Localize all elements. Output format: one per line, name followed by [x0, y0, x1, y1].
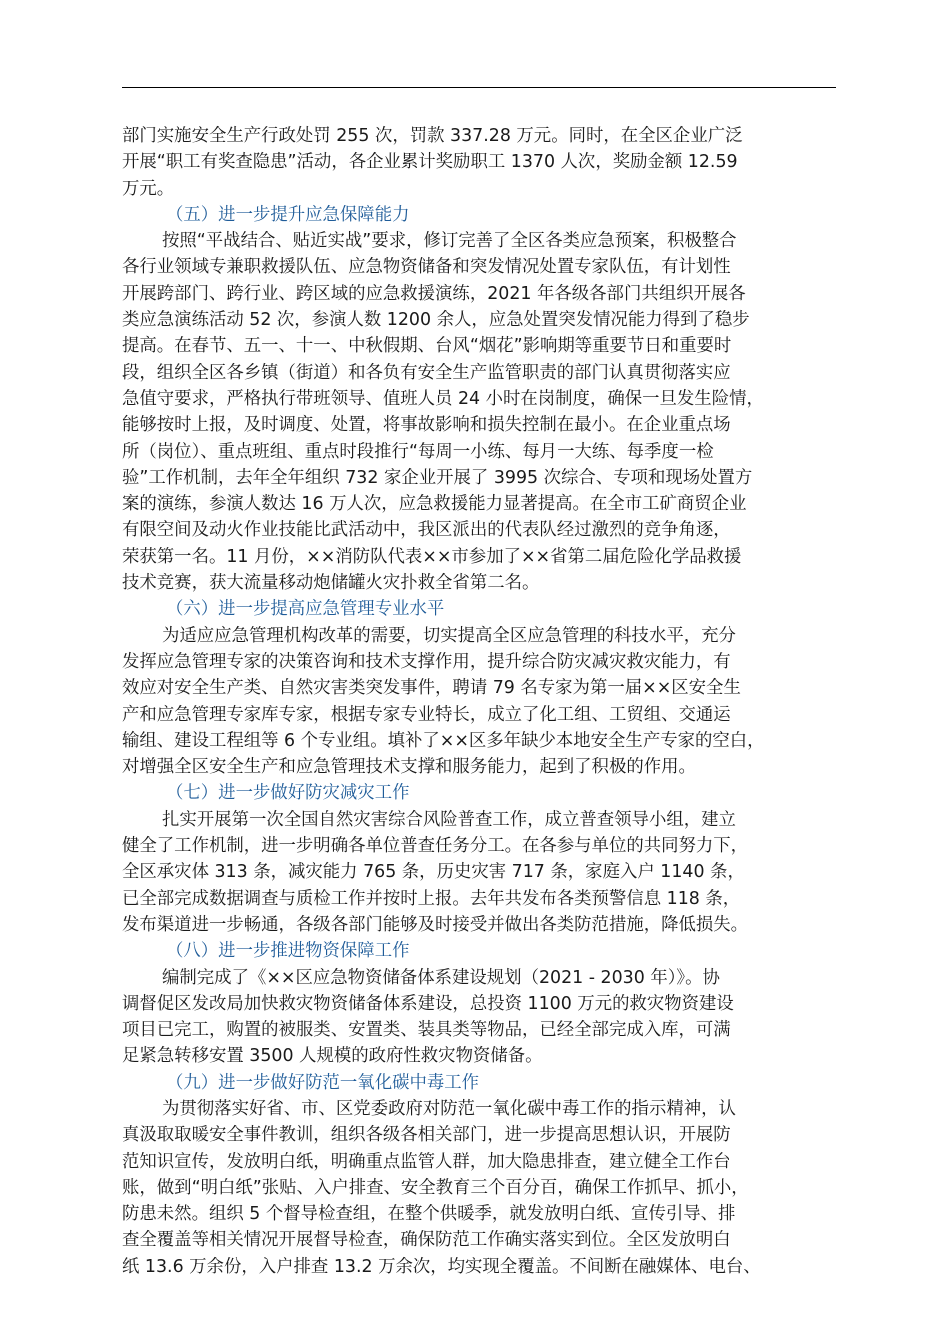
paragraph-line: 段，组织全区各乡镇（街道）和各负有安全生产监管职责的部门认真贯彻落实应 [122, 362, 731, 383]
paragraph-line: 效应对安全生产类、自然灾害类突发事件，聘请 79 名专家为第一届××区安全生 [122, 678, 741, 699]
paragraph-line: 能够按时上报，及时调度、处置，将事故影响和损失控制在最小。在企业重点场 [122, 415, 731, 436]
paragraph-line: 开展跨部门、跨行业、跨区域的应急救援演练，2021 年各级各部门共组织开展各 [122, 283, 746, 304]
paragraph-line: 荣获第一名。11 月份，××消防队代表××市参加了××省第二届危险化学品救援 [122, 546, 742, 567]
paragraph-line: 真汲取取暖安全事件教训，组织各级各相关部门，进一步提高思想认识，开展防 [122, 1125, 731, 1146]
paragraph-line: 查全覆盖等相关情况开展督导检查，确保防范工作确实落实到位。全区发放明白 [122, 1230, 731, 1251]
paragraph-line: 对增强全区安全生产和应急管理技术支撑和服务能力，起到了积极的作用。 [122, 757, 696, 778]
section-heading: （八）进一步推进物资保障工作 [166, 941, 410, 962]
paragraph-line: 调督促区发改局加快救灾物资储备体系建设，总投资 1100 万元的救灾物资建设 [122, 993, 734, 1014]
section-heading: （七）进一步做好防灾减灾工作 [166, 783, 410, 804]
paragraph-first-line: 扎实开展第一次全国自然灾害综合风险普查工作，成立普查领导小组，建立 [162, 809, 736, 830]
paragraph-line: 足紧急转移安置 3500 人规模的政府性救灾物资储备。 [122, 1046, 543, 1067]
paragraph-line: 项目已完工，购置的被服类、安置类、装具类等物品，已经全部完成入库，可满 [122, 1020, 731, 1041]
paragraph-line: 输组、建设工程组等 6 个专业组。填补了××区多年缺少本地安全生产专家的空白， [122, 730, 765, 751]
paragraph-line: 部门实施安全生产行政处罚 255 次，罚款 337.28 万元。同时，在全区企业广泛 [122, 126, 743, 146]
paragraph-line: 范知识宣传，发放明白纸，明确重点监管人群，加大隐患排查，建立健全工作台 [122, 1151, 731, 1172]
paragraph-line: 产和应急管理专家库专家，根据专家专业特长，成立了化工组、工贸组、交通运 [122, 704, 731, 725]
paragraph-first-line: 为适应应急管理机构改革的需要，切实提高全区应急管理的科技水平，充分 [162, 625, 736, 646]
section-heading: （六）进一步提高应急管理专业水平 [166, 599, 445, 620]
section-heading: （九）进一步做好防范一氧化碳中毒工作 [166, 1072, 480, 1093]
paragraph-line: 有限空间及动火作业技能比武活动中，我区派出的代表队经过激烈的竞争角逐， [122, 520, 731, 541]
paragraph-line: 所（岗位）、重点班组、重点时段推行“每周一小练、每月一大练、每季度一检 [122, 441, 714, 462]
document-body [122, 123, 852, 1280]
paragraph-line: 提高。在春节、五一、十一、中秋假期、台风“烟花”影响期等重要节日和重要时 [122, 336, 732, 357]
paragraph-line: 健全了工作机制，进一步明确各单位普查任务分工。在各参与单位的共同努力下， [122, 836, 749, 857]
paragraph-first-line: 按照“平战结合、贴近实战”要求，修订完善了全区各类应急预案，积极整合 [162, 231, 737, 252]
paragraph-line: 防患未然。组织 5 个督导检查组，在整个供暖季，就发放明白纸、宣传引导、排 [122, 1204, 736, 1225]
paragraph-line: 万元。 [122, 178, 175, 199]
paragraph-line: 案的演练，参演人数达 16 万人次，应急救援能力显著提高。在全市工矿商贸企业 [122, 494, 747, 515]
paragraph-first-line: 为贯彻落实好省、市、区党委政府对防范一氧化碳中毒工作的指示精神，认 [162, 1098, 736, 1119]
paragraph-line: 急值守要求，严格执行带班领导、值班人员 24 小时在岗制度，确保一旦发生险情， [122, 388, 764, 409]
section-heading: （五）进一步提升应急保障能力 [166, 204, 410, 225]
paragraph-line: 类应急演练活动 52 次，参演人数 1200 余人，应急处置突发情况能力得到了稳步 [122, 310, 750, 331]
paragraph-line: 发布渠道进一步畅通，各级各部门能够及时接受并做出各类防范措施，降低损失。 [122, 914, 749, 935]
paragraph-line: 验”工作机制，去年全年组织 732 家企业开展了 3995 次综合、专项和现场处置方 [122, 467, 753, 488]
paragraph-first-line: 编制完成了《××区应急物资储备体系建设规划（2021 - 2030 年）》。协 [162, 967, 720, 988]
header-rule [122, 87, 836, 88]
paragraph-line: 发挥应急管理专家的决策咨询和技术支撑作用，提升综合防灾减灾救灾能力，有 [122, 651, 731, 672]
paragraph-line: 全区承灾体 313 条，减灾能力 765 条，历史灾害 717 条，家庭入户 1140 条， [122, 862, 745, 883]
paragraph-line: 各行业领域专兼职救援队伍、应急物资储备和突发情况处置专家队伍，有计划性 [122, 257, 731, 278]
paragraph-line: 已全部完成数据调查与质检工作并按时上报。去年共发布各类预警信息 118 条， [122, 888, 741, 909]
paragraph-line: 开展“职工有奖查隐患”活动，各企业累计奖励职工 1370 人次，奖励金额 12.59 [122, 152, 738, 173]
paragraph-line: 技术竞赛，获大流量移动炮储罐火灾扑救全省第二名。 [122, 573, 540, 594]
paragraph-line: 纸 13.6 万余份，入户排查 13.2 万余次，均实现全覆盖。不间断在融媒体、电台、 [122, 1256, 761, 1277]
paragraph-line: 账，做到“明白纸”张贴、入户排查、安全教育三个百分百，确保工作抓早、抓小， [122, 1177, 749, 1198]
